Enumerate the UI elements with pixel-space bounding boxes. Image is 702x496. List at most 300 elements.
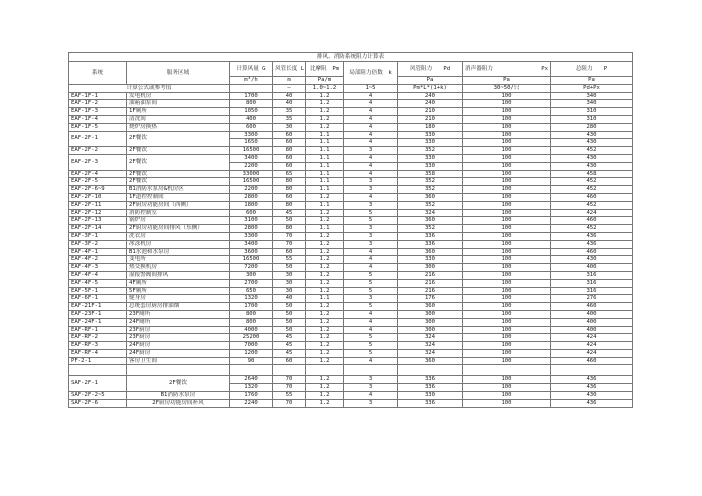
silencer-cell: 100: [463, 349, 551, 357]
total-cell: 316: [551, 271, 633, 279]
length-cell: 55: [273, 392, 306, 400]
length-cell: 40: [273, 295, 306, 303]
duct-resistance-cell: 336: [398, 376, 463, 384]
header-friction: 比摩阻 Pm: [306, 62, 344, 77]
length-cell: 50: [273, 326, 306, 334]
duct-resistance-cell: 336: [398, 384, 463, 392]
friction-cell: 1.2: [306, 399, 344, 407]
total-cell: 276: [551, 295, 633, 303]
duct-resistance-cell: 210: [398, 115, 463, 123]
length-cell: 60: [273, 357, 306, 365]
header-duct-resistance: 风管阻力 Pd: [398, 62, 463, 77]
friction-cell: 1.2: [306, 256, 344, 264]
silencer-cell: 100: [463, 232, 551, 240]
system-cell: EAF-4F-1: [69, 248, 127, 256]
total-cell: 400: [551, 310, 633, 318]
unit-length: m: [273, 77, 306, 85]
airflow-cell: 16500: [230, 147, 273, 155]
ref-local-factor: 1~5: [344, 84, 398, 92]
length-cell: 60: [273, 131, 306, 139]
friction-cell: 1.2: [306, 326, 344, 334]
silencer-cell: 100: [463, 154, 551, 162]
airflow-cell: 3600: [230, 248, 273, 256]
system-cell: EAF-2F-5: [69, 178, 127, 186]
duct-resistance-cell: 324: [398, 334, 463, 342]
gap-cell: [127, 365, 230, 376]
total-cell: 340: [551, 92, 633, 100]
area-cell: 2F餐饮: [127, 178, 230, 186]
silencer-cell: 100: [463, 310, 551, 318]
system-cell: EAF-3F-2: [69, 240, 127, 248]
total-cell: 424: [551, 349, 633, 357]
airflow-cell: 1760: [230, 392, 273, 400]
duct-resistance-cell: 216: [398, 271, 463, 279]
friction-cell: 1.1: [306, 147, 344, 155]
system-cell: EAF-2F-3: [69, 154, 127, 170]
duct-resistance-cell: 324: [398, 349, 463, 357]
system-cell: EAF-RF-2: [69, 334, 127, 342]
table-row: [69, 279, 633, 287]
duct-resistance-cell: 330: [398, 256, 463, 264]
total-cell: 310: [551, 108, 633, 116]
silencer-cell: 100: [463, 225, 551, 233]
duct-resistance-cell: 330: [398, 131, 463, 139]
airflow-cell: 3400: [230, 240, 273, 248]
table-row: [69, 295, 633, 303]
local-factor-cell: 5: [344, 349, 398, 357]
silencer-cell: 100: [463, 217, 551, 225]
local-factor-cell: 4: [344, 154, 398, 162]
airflow-cell: 25200: [230, 334, 273, 342]
unit-friction: Pa/m: [306, 77, 344, 85]
airflow-cell: 3400: [230, 154, 273, 162]
friction-cell: 1.2: [306, 108, 344, 116]
airflow-cell: 2700: [230, 279, 273, 287]
duct-resistance-cell: 240: [398, 100, 463, 108]
local-factor-cell: 4: [344, 162, 398, 170]
total-cell: 452: [551, 186, 633, 194]
system-cell: EAF-4F-2: [69, 256, 127, 264]
airflow-cell: 300: [230, 271, 273, 279]
area-cell: 23F厨房: [127, 326, 230, 334]
duct-resistance-cell: 352: [398, 178, 463, 186]
total-cell: 400: [551, 264, 633, 272]
silencer-cell: 100: [463, 139, 551, 147]
local-factor-cell: 3: [344, 240, 398, 248]
area-cell: 热交换机房: [127, 264, 230, 272]
total-cell: 436: [551, 376, 633, 384]
table-row: [69, 240, 633, 248]
system-cell: EAF-2F-6~9: [69, 186, 127, 194]
airflow-cell: 2800: [230, 193, 273, 201]
airflow-cell: 1320: [230, 384, 273, 392]
area-cell: 消防控制室: [127, 209, 230, 217]
table-row: [69, 399, 633, 407]
system-cell: EAF-2F-13: [69, 217, 127, 225]
total-cell: 316: [551, 279, 633, 287]
friction-cell: 1.1: [306, 131, 344, 139]
local-factor-cell: 4: [344, 100, 398, 108]
system-cell: SAF-2F-1: [69, 376, 127, 392]
total-cell: 460: [551, 193, 633, 201]
silencer-cell: 100: [463, 115, 551, 123]
table-row: [69, 376, 633, 384]
duct-resistance-cell: 324: [398, 209, 463, 217]
airflow-cell: 2800: [230, 225, 273, 233]
table-row: [69, 178, 633, 186]
silencer-cell: 100: [463, 295, 551, 303]
friction-cell: 1.2: [306, 115, 344, 123]
airflow-cell: 16500: [230, 256, 273, 264]
silencer-cell: 100: [463, 256, 551, 264]
silencer-cell: 100: [463, 248, 551, 256]
length-cell: 80: [273, 178, 306, 186]
silencer-cell: 100: [463, 342, 551, 350]
silencer-cell: 100: [463, 178, 551, 186]
total-cell: 436: [551, 384, 633, 392]
total-cell: 436: [551, 240, 633, 248]
area-cell: 1F道控控制间: [127, 193, 230, 201]
system-cell: EAF-6F-1: [69, 295, 127, 303]
unit-total: Pa: [551, 77, 633, 85]
friction-cell: 1.1: [306, 178, 344, 186]
length-cell: 45: [273, 349, 306, 357]
silencer-cell: 100: [463, 279, 551, 287]
system-cell: EAF-4F-4: [69, 271, 127, 279]
gap-cell: [306, 365, 344, 376]
duct-resistance-cell: 358: [398, 170, 463, 178]
system-cell: EAF-2F-12: [69, 209, 127, 217]
total-cell: 460: [551, 217, 633, 225]
local-factor-cell: 5: [344, 279, 398, 287]
silencer-cell: 100: [463, 357, 551, 365]
airflow-cell: 3300: [230, 131, 273, 139]
local-factor-cell: 5: [344, 334, 398, 342]
airflow-cell: 1200: [230, 349, 273, 357]
total-cell: 424: [551, 334, 633, 342]
header-local-factor: 局部阻力倍数 k: [344, 62, 398, 85]
table-row: [69, 248, 633, 256]
formula-label: 计算公式或参考值: [69, 84, 230, 92]
airflow-cell: 3300: [230, 232, 273, 240]
local-factor-cell: 3: [344, 186, 398, 194]
table-row: [69, 193, 633, 201]
friction-cell: 1.2: [306, 392, 344, 400]
system-cell: PF-2-1: [69, 357, 127, 365]
local-factor-cell: 5: [344, 287, 398, 295]
system-cell: EAF-2F-4: [69, 170, 127, 178]
area-cell: 清洗间: [127, 115, 230, 123]
area-cell: 1F厕所: [127, 108, 230, 116]
airflow-cell: 2240: [230, 399, 273, 407]
total-cell: 430: [551, 131, 633, 139]
area-cell: 5F厕所: [127, 287, 230, 295]
friction-cell: 1.2: [306, 384, 344, 392]
friction-cell: 1.1: [306, 295, 344, 303]
area-cell: 健身房: [127, 295, 230, 303]
system-cell: EAF-2F-10: [69, 193, 127, 201]
silencer-cell: 100: [463, 287, 551, 295]
table-row: [69, 392, 633, 400]
length-cell: 60: [273, 248, 306, 256]
ref-friction: 1.0~1.2: [306, 84, 344, 92]
system-cell: EAF-21F-1: [69, 303, 127, 311]
area-cell: 湿报警阀间排风: [127, 271, 230, 279]
airflow-cell: 4000: [230, 326, 273, 334]
duct-resistance-cell: 180: [398, 123, 463, 131]
section-gap: [69, 365, 633, 376]
total-cell: 316: [551, 287, 633, 295]
total-cell: 460: [551, 357, 633, 365]
total-cell: 458: [551, 170, 633, 178]
silencer-cell: 100: [463, 147, 551, 155]
silencer-cell: 100: [463, 186, 551, 194]
table-row: [69, 100, 633, 108]
total-cell: 310: [551, 115, 633, 123]
table-row: [69, 154, 633, 162]
local-factor-cell: 4: [344, 310, 398, 318]
silencer-cell: 100: [463, 162, 551, 170]
friction-cell: 1.1: [306, 139, 344, 147]
system-cell: EAF-4F-5: [69, 279, 127, 287]
silencer-cell: 100: [463, 92, 551, 100]
length-cell: 60: [273, 154, 306, 162]
silencer-cell: 100: [463, 240, 551, 248]
system-cell: EAF-1F-4: [69, 115, 127, 123]
duct-resistance-cell: 352: [398, 147, 463, 155]
duct-resistance-cell: 360: [398, 217, 463, 225]
table-row: [69, 357, 633, 365]
airflow-cell: 1320: [230, 295, 273, 303]
length-cell: 65: [273, 170, 306, 178]
local-factor-cell: 4: [344, 193, 398, 201]
header-silencer: [463, 62, 551, 77]
area-cell: 24F厨房: [127, 342, 230, 350]
friction-cell: 1.2: [306, 357, 344, 365]
local-factor-cell: 3: [344, 147, 398, 155]
system-cell: EAF-4F-3: [69, 264, 127, 272]
length-cell: 30: [273, 287, 306, 295]
silencer-cell: 100: [463, 170, 551, 178]
silencer-cell: 100: [463, 271, 551, 279]
duct-resistance-cell: 336: [398, 232, 463, 240]
duct-resistance-cell: 330: [398, 139, 463, 147]
ref-duct-resistance: Pm*L*(1+k): [398, 84, 463, 92]
area-cell: B1消防水泵房: [127, 392, 230, 400]
area-cell: 24F厕所: [127, 318, 230, 326]
total-cell: 460: [551, 248, 633, 256]
silencer-cell: 100: [463, 376, 551, 384]
system-cell: EAF-2F-1: [69, 131, 127, 147]
table-row: [69, 287, 633, 295]
length-cell: 60: [273, 193, 306, 201]
system-cell: EAF-RF-4: [69, 349, 127, 357]
total-cell: 424: [551, 342, 633, 350]
length-cell: 45: [273, 209, 306, 217]
local-factor-cell: 4: [344, 115, 398, 123]
table-row: [69, 232, 633, 240]
length-cell: 30: [273, 271, 306, 279]
duct-resistance-cell: 300: [398, 318, 463, 326]
gap-cell: [230, 365, 273, 376]
friction-cell: 1.2: [306, 248, 344, 256]
total-cell: 430: [551, 139, 633, 147]
table-row: [69, 147, 633, 155]
area-cell: B1水池和水泵房: [127, 248, 230, 256]
table-row: [69, 209, 633, 217]
local-factor-cell: 3: [344, 178, 398, 186]
silencer-cell: 100: [463, 318, 551, 326]
length-cell: 70: [273, 399, 306, 407]
friction-cell: 1.2: [306, 193, 344, 201]
length-cell: 55: [273, 256, 306, 264]
duct-resistance-cell: 216: [398, 279, 463, 287]
area-cell: 2F厨房功能房间补风: [127, 399, 230, 407]
silencer-cell: 100: [463, 201, 551, 209]
local-factor-cell: 3: [344, 399, 398, 407]
duct-resistance-cell: 336: [398, 240, 463, 248]
area-cell: 2F厨房功能房间排风（东侧）: [127, 225, 230, 233]
duct-resistance-cell: 176: [398, 295, 463, 303]
duct-resistance-cell: 352: [398, 186, 463, 194]
friction-cell: 1.1: [306, 186, 344, 194]
table-row: [69, 131, 633, 139]
area-cell: 2F厨房功能房间（西侧）: [127, 201, 230, 209]
friction-cell: 1.2: [306, 123, 344, 131]
duct-resistance-cell: 300: [398, 264, 463, 272]
silencer-cell: 100: [463, 334, 551, 342]
unit-silencer: Pa: [463, 77, 551, 85]
airflow-cell: 16500: [230, 178, 273, 186]
table-row: [69, 318, 633, 326]
duct-resistance-cell: 216: [398, 287, 463, 295]
system-cell: EAF-5F-1: [69, 287, 127, 295]
table-row: [69, 271, 633, 279]
local-factor-cell: 4: [344, 326, 398, 334]
table-row: [69, 349, 633, 357]
silencer-cell: 100: [463, 123, 551, 131]
local-factor-cell: 4: [344, 318, 398, 326]
length-cell: 40: [273, 92, 306, 100]
airflow-cell: 90: [230, 357, 273, 365]
length-cell: 30: [273, 123, 306, 131]
total-cell: 424: [551, 209, 633, 217]
length-cell: 35: [273, 115, 306, 123]
duct-resistance-cell: 240: [398, 92, 463, 100]
friction-cell: 1.1: [306, 170, 344, 178]
gap-cell: [398, 365, 463, 376]
local-factor-cell: 4: [344, 131, 398, 139]
silencer-cell: 100: [463, 209, 551, 217]
friction-cell: 1.2: [306, 376, 344, 384]
table-row: [69, 310, 633, 318]
airflow-cell: 400: [230, 115, 273, 123]
duct-resistance-cell: 300: [398, 326, 463, 334]
total-cell: 430: [551, 256, 633, 264]
length-cell: 60: [273, 162, 306, 170]
silencer-cell: 100: [463, 399, 551, 407]
friction-cell: 1.1: [306, 154, 344, 162]
gap-cell: [273, 365, 306, 376]
duct-resistance-cell: 300: [398, 310, 463, 318]
area-cell: 23F厕所: [127, 310, 230, 318]
local-factor-cell: 5: [344, 209, 398, 217]
friction-cell: 1.2: [306, 310, 344, 318]
length-cell: 70: [273, 240, 306, 248]
local-factor-cell: 4: [344, 108, 398, 116]
length-cell: 80: [273, 147, 306, 155]
total-cell: 400: [551, 318, 633, 326]
area-cell: 2F餐饮: [127, 170, 230, 178]
friction-cell: 1.2: [306, 303, 344, 311]
table-row: [69, 108, 633, 116]
area-cell: 2F餐饮: [127, 376, 230, 392]
length-cell: 50: [273, 310, 306, 318]
system-cell: EAF-1F-5: [69, 123, 127, 131]
friction-cell: 1.2: [306, 209, 344, 217]
duct-resistance-cell: 360: [398, 357, 463, 365]
airflow-cell: 7000: [230, 342, 273, 350]
system-cell: EAF-2F-2: [69, 147, 127, 155]
friction-cell: 1.2: [306, 342, 344, 350]
length-cell: 50: [273, 264, 306, 272]
unit-duct-resistance: Pa: [398, 77, 463, 85]
table-row: [69, 303, 633, 311]
gap-cell: [344, 365, 398, 376]
duct-resistance-cell: 360: [398, 193, 463, 201]
airflow-cell: 1800: [230, 201, 273, 209]
area-cell: 24F厨房: [127, 349, 230, 357]
table-row: [69, 170, 633, 178]
airflow-cell: 800: [230, 318, 273, 326]
system-cell: EAF-3F-1: [69, 232, 127, 240]
table-row: [69, 186, 633, 194]
friction-cell: 1.2: [306, 264, 344, 272]
unit-airflow: m³/h: [230, 77, 273, 85]
total-cell: 430: [551, 392, 633, 400]
ref-silencer: 30~50/只: [463, 84, 551, 92]
total-cell: 452: [551, 147, 633, 155]
airflow-cell: 1050: [230, 108, 273, 116]
header-silencer-label: 消声器阻力: [465, 65, 493, 72]
silencer-cell: 100: [463, 108, 551, 116]
total-cell: 430: [551, 154, 633, 162]
friction-cell: 1.2: [306, 349, 344, 357]
silencer-cell: 100: [463, 303, 551, 311]
total-cell: 460: [551, 303, 633, 311]
duct-resistance-cell: 360: [398, 303, 463, 311]
table-row: [69, 342, 633, 350]
duct-resistance-cell: 330: [398, 154, 463, 162]
duct-resistance-cell: 360: [398, 248, 463, 256]
duct-resistance-cell: 330: [398, 392, 463, 400]
local-factor-cell: 4: [344, 248, 398, 256]
ref-length: —: [273, 84, 306, 92]
system-cell: SAF-2F-6: [69, 399, 127, 407]
length-cell: 40: [273, 100, 306, 108]
area-cell: 客房卫生间: [127, 357, 230, 365]
header-airflow: 计算风量 G: [230, 62, 273, 77]
silencer-cell: 100: [463, 193, 551, 201]
total-cell: 400: [551, 326, 633, 334]
airflow-cell: 800: [230, 100, 273, 108]
table-row: [69, 217, 633, 225]
area-cell: B1消防水泵房&机房区: [127, 186, 230, 194]
airflow-cell: 600: [230, 209, 273, 217]
table-row: [69, 264, 633, 272]
header-area: 服务区域: [127, 62, 230, 85]
length-cell: 50: [273, 217, 306, 225]
